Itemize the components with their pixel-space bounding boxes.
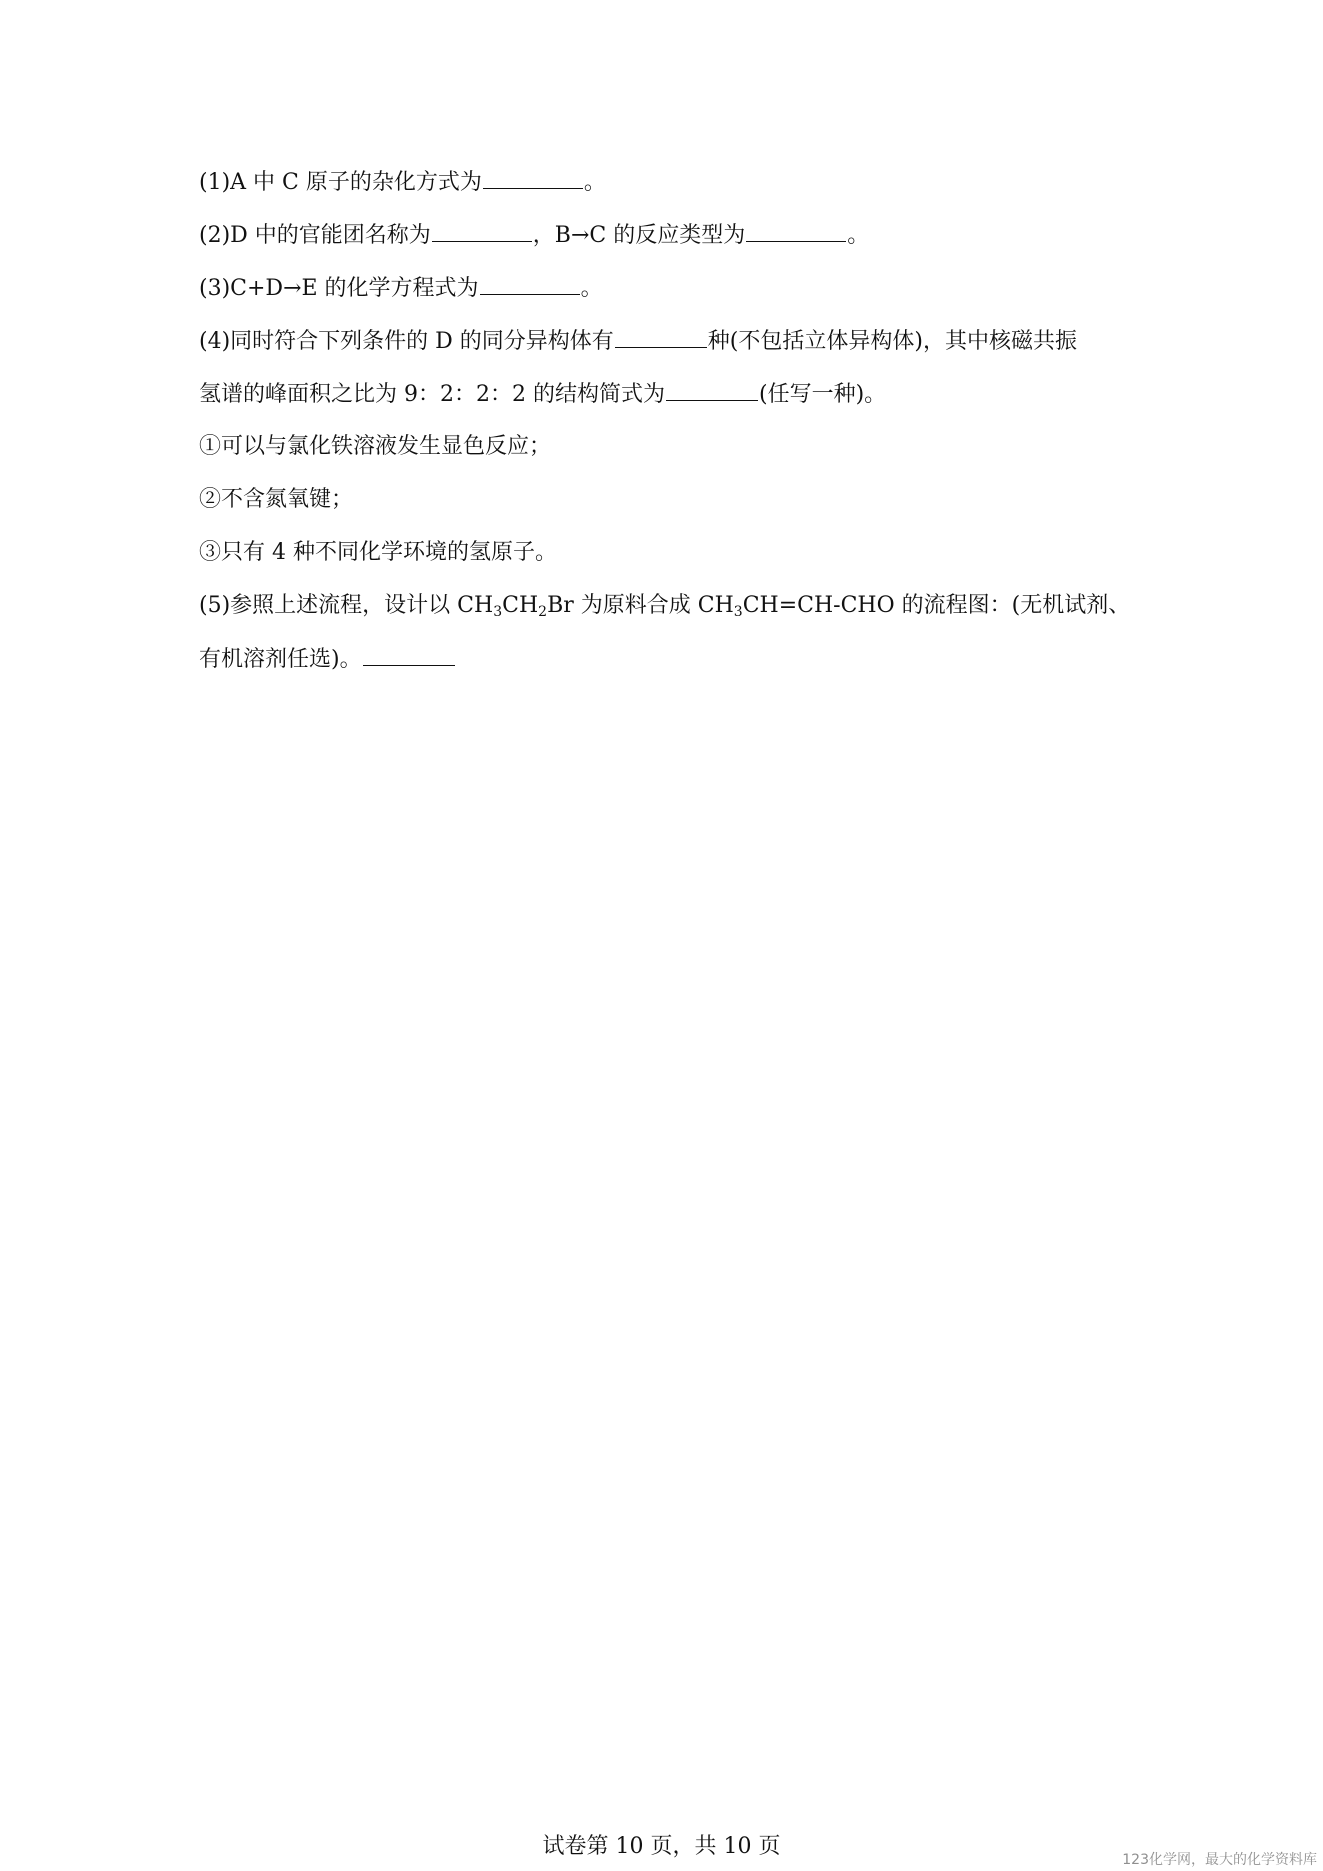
answer-blank [483, 168, 583, 189]
question-1 [199, 168, 1139, 196]
question-2-middle: ，B→C 的反应类型为 [532, 223, 746, 248]
question-4-line-2 [199, 380, 1139, 408]
condition-1: ①可以与氯化铁溶液发生显色反应； [199, 434, 552, 459]
question-4-text: (4)同时符合下列条件的 D 的同分异构体有 [199, 329, 614, 354]
answer-blank [480, 274, 580, 295]
watermark: 123化学网，最大的化学资料库 [1122, 1852, 1317, 1868]
subscript: 2 [538, 604, 548, 620]
question-2-end: 。 [847, 223, 870, 248]
answer-blank [746, 221, 846, 242]
subscript: 3 [733, 604, 743, 620]
condition-3: ③只有 4 种不同化学环境的氢原子。 [199, 540, 557, 565]
question-3-end: 。 [580, 276, 603, 301]
answer-blank [666, 380, 758, 401]
question-4-text-line-2-end: (任写一种)。 [758, 382, 887, 407]
question-4-text-line-2: 氢谱的峰面积之比为 9：2：2：2 的结构简式为 [199, 382, 665, 407]
question-1-text: (1)A 中 C 原子的杂化方式为 [199, 170, 482, 195]
question-content [199, 168, 1139, 698]
question-5-text-d: CH=CH-CHO 的流程图：(无机试剂、 [742, 593, 1131, 618]
question-2-text: (2)D 中的官能团名称为 [199, 223, 431, 248]
question-5-text-b: CH [502, 593, 539, 618]
question-2 [199, 221, 1139, 249]
question-3 [199, 274, 1139, 302]
answer-blank [363, 645, 455, 666]
question-1-end: 。 [583, 170, 606, 195]
answer-blank [615, 327, 707, 348]
question-4-line-1 [199, 327, 1139, 355]
answer-blank [432, 221, 532, 242]
question-5-text-line-2: 有机溶剂任选)。 [199, 647, 362, 672]
condition-2: ②不含氮氧键； [199, 487, 354, 512]
page-footer: 试卷第 10 页，共 10 页 [542, 1834, 781, 1859]
question-5-line-1 [199, 592, 1139, 620]
question-5-text: (5)参照上述流程，设计以 CH [199, 593, 494, 618]
question-4-text-continued: 种(不包括立体异构体)，其中核磁共振 [707, 329, 1077, 354]
question-3-text: (3)C+D→E 的化学方程式为 [199, 276, 479, 301]
subscript: 3 [493, 604, 503, 620]
question-5-line-2 [199, 645, 1139, 673]
question-5-text-c: Br 为原料合成 CH [547, 593, 734, 618]
